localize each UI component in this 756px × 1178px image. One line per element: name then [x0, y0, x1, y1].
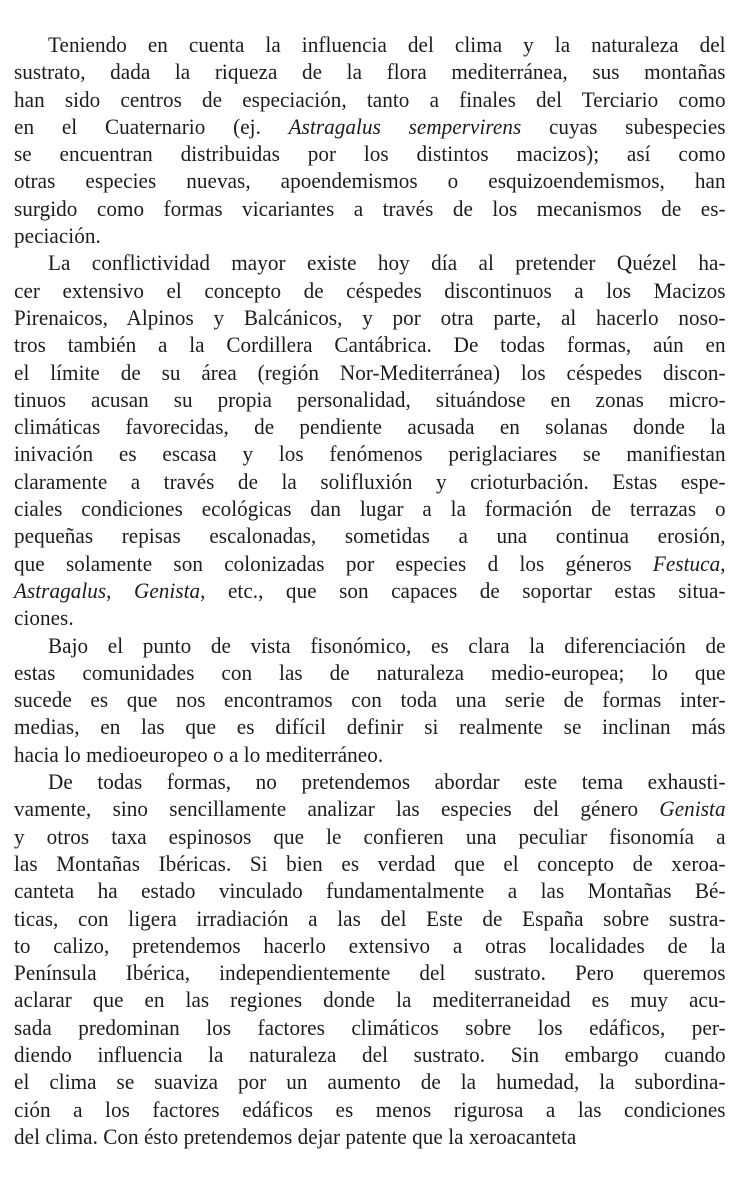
text-run: otras especies nuevas, apoendemismos o esquizoendemismos, han: [14, 168, 726, 194]
text-run: Teniendo en cuenta la influencia del clima y la naturaleza del: [48, 32, 726, 57]
paragraph: [14, 632, 726, 768]
text-line: [14, 86, 726, 113]
text-run: inivación es escasa y los fenómenos periglaciares se manifiestan: [14, 441, 726, 467]
text-line: [14, 277, 726, 304]
text-line: [14, 1041, 726, 1068]
text-run: surgido como formas vicariantes a través de los mecanismos de es-: [14, 195, 726, 221]
text-run: estas comunidades con las de naturaleza medio-europea; lo que: [14, 659, 726, 685]
text-run: De todas formas, no pretendemos abordar este tema exhausti-: [48, 769, 726, 795]
text-run: , etc., que son capaces de soportar estas situa-: [200, 577, 726, 603]
text-run: pequeñas repisas escalonadas, sometidas a una continua erosión,: [14, 523, 726, 549]
text-line: [14, 1096, 726, 1123]
text-run: que solamente son colonizadas por especies d los géneros: [14, 550, 653, 576]
text-line: [14, 440, 726, 467]
text-run: hacia lo medioeuropeo o a lo mediterráneo.: [14, 741, 384, 767]
text-run: La conflictividad mayor existe hoy día al pretender Quézel ha-: [48, 250, 726, 276]
text-line: [14, 850, 726, 877]
text-run: el clima se suaviza por un aumento de la humedad, la subordina-: [14, 1069, 726, 1095]
italic-taxon: Genista: [659, 796, 726, 822]
text-line: [14, 522, 726, 549]
text-run: claramente a través de la solifluxión y crioturbación. Estas espe-: [14, 468, 726, 494]
text-line: [14, 468, 726, 495]
text-line: [14, 550, 726, 577]
text-line: [14, 877, 726, 904]
text-run: sustrato, dada la riqueza de la flora mediterránea, sus montañas: [14, 59, 726, 85]
text-line: [14, 768, 726, 795]
text-run: sucede es que nos encontramos con toda una serie de formas inter-: [14, 687, 726, 713]
text-line: [14, 1068, 726, 1095]
text-line: [14, 58, 726, 85]
text-line: [14, 495, 726, 522]
text-line: [14, 741, 726, 768]
text-line: [14, 604, 726, 631]
paragraph: [14, 31, 726, 249]
paragraph: [14, 768, 726, 1150]
text-line: [14, 386, 726, 413]
text-line: [14, 140, 726, 167]
text-line: [14, 195, 726, 222]
italic-taxon: Astragalus sempervirens: [288, 113, 522, 139]
text-line: [14, 331, 726, 358]
text-run: ciones.: [14, 605, 74, 631]
text-line: [14, 659, 726, 686]
text-line: [14, 823, 726, 850]
text-run: canteta ha estado vinculado fundamentalmente a las Montañas Bé-: [14, 878, 726, 904]
text-line: [14, 1123, 726, 1150]
text-run: ,: [106, 577, 135, 603]
text-run: el límite de su área (región Nor-Mediterránea) los céspedes discon-: [14, 359, 726, 385]
text-run: ciales condiciones ecológicas dan lugar a la formación de terrazas o: [14, 496, 726, 522]
text-run: Bajo el punto de vista fisonómico, es clara la diferenciación de: [48, 632, 726, 658]
text-line: [14, 986, 726, 1013]
text-run: ticas, con ligera irradiación a las del Este de España sobre sustra-: [14, 905, 726, 931]
text-run: to calizo, pretendemos hacerlo extensivo a otras localidades de la: [14, 932, 726, 958]
text-run: diendo influencia la naturaleza del sustrato. Sin embargo cuando: [14, 1041, 726, 1067]
text-line: [14, 713, 726, 740]
text-run: sada predominan los factores climáticos sobre los edáficos, per-: [14, 1014, 726, 1040]
italic-taxon: Genista: [134, 577, 201, 603]
text-run: Península Ibérica, independientemente del sustrato. Pero queremos: [14, 960, 726, 986]
text-run: cuyas subespecies: [521, 113, 726, 139]
text-run: han sido centros de especiación, tanto a finales del Terciario como: [14, 86, 726, 112]
italic-taxon: Astragalus: [14, 577, 107, 603]
text-line: [14, 304, 726, 331]
text-line: [14, 932, 726, 959]
text-line: [14, 795, 726, 822]
text-line: [14, 167, 726, 194]
text-run: ,: [720, 550, 726, 576]
text-line: [14, 31, 726, 58]
text-run: peciación.: [14, 223, 101, 249]
document-page: [14, 31, 726, 1150]
text-run: del clima. Con ésto pretendemos dejar patente que la xeroacanteta: [14, 1123, 577, 1149]
text-line: [14, 632, 726, 659]
text-line: [14, 959, 726, 986]
text-run: cer extensivo el concepto de céspedes discontinuos a los Macizos: [14, 277, 726, 303]
paragraph: [14, 249, 726, 631]
text-line: [14, 413, 726, 440]
text-line: [14, 1014, 726, 1041]
text-run: tros también a la Cordillera Cantábrica. De todas formas, aún en: [14, 332, 726, 358]
text-line: [14, 222, 726, 249]
text-run: se encuentran distribuidas por los distintos macizos); así como: [14, 141, 726, 167]
text-line: [14, 359, 726, 386]
text-run: medias, en las que es difícil definir si realmente se inclinan más: [14, 714, 726, 740]
text-run: ción a los factores edáficos es menos rigurosa a las condiciones: [14, 1096, 726, 1122]
text-run: en el Cuaternario (ej.: [14, 113, 289, 139]
text-run: y otros taxa espinosos que le confieren una peculiar fisonomía a: [14, 823, 726, 849]
text-run: aclarar que en las regiones donde la mediterraneidad es muy acu-: [14, 987, 726, 1013]
text-run: las Montañas Ibéricas. Si bien es verdad que el concepto de xeroa-: [14, 850, 726, 876]
text-run: tinuos acusan su propia personalidad, situándose en zonas micro-: [14, 386, 726, 412]
text-run: Pirenaicos, Alpinos y Balcánicos, y por otra parte, al hacerlo noso-: [14, 304, 726, 330]
text-line: [14, 905, 726, 932]
italic-taxon: Festuca: [652, 550, 721, 576]
text-run: vamente, sino sencillamente analizar las especies del género: [14, 796, 660, 822]
text-line: [14, 113, 726, 140]
text-run: climáticas favorecidas, de pendiente acusada en solanas donde la: [14, 414, 726, 440]
text-line: [14, 249, 726, 276]
text-line: [14, 577, 726, 604]
text-line: [14, 686, 726, 713]
